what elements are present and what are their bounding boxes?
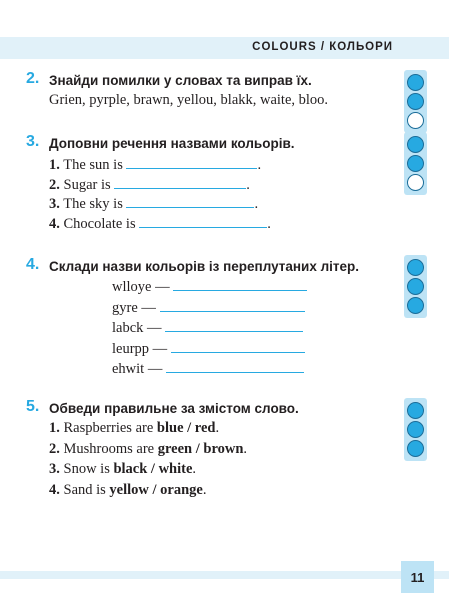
choice-sentence	[49, 420, 219, 437]
sentence-item	[49, 155, 261, 174]
empty-dot-icon	[407, 112, 424, 129]
sentence-text: The sun is	[63, 157, 123, 173]
choice-sentence	[49, 482, 206, 499]
scrambled-word: leurpp —	[112, 341, 168, 357]
sentence-text: Snow is	[63, 461, 114, 477]
item-number: 2.	[49, 441, 60, 457]
filled-dot-icon	[407, 421, 424, 438]
choice-sentence	[49, 461, 196, 478]
filled-dot-icon	[407, 93, 424, 110]
sentence-text: Sand is	[63, 482, 110, 498]
sentence-end: .	[254, 196, 259, 212]
item-number: 1.	[49, 157, 60, 173]
scrambled-word-row	[112, 277, 307, 296]
answer-blank[interactable]	[114, 175, 246, 189]
difficulty-indicator	[404, 255, 427, 318]
page-header-title: COLOURS / КОЛЬОРИ	[252, 41, 393, 53]
filled-dot-icon	[407, 155, 424, 172]
item-number: 1.	[49, 420, 60, 436]
sentence-text: Raspberries are	[63, 420, 157, 436]
sentence-end: .	[215, 420, 220, 436]
scrambled-word-row	[112, 339, 305, 358]
task-number: 3.	[26, 133, 40, 150]
filled-dot-icon	[407, 278, 424, 295]
sentence-end: .	[246, 177, 250, 193]
sentence-item	[49, 214, 271, 233]
word-choice[interactable]: black / white	[113, 461, 193, 477]
answer-blank[interactable]	[165, 318, 303, 332]
difficulty-indicator	[404, 70, 427, 133]
answer-blank[interactable]	[126, 155, 257, 169]
difficulty-indicator	[404, 132, 427, 195]
sentence-text: Mushrooms are	[63, 441, 158, 457]
sentence-end: .	[192, 461, 197, 477]
task-title: Знайди помилки у словах та виправ їх.	[49, 73, 312, 88]
task-number: 4.	[26, 256, 40, 273]
empty-dot-icon	[407, 174, 424, 191]
word-choice[interactable]: yellow / orange	[109, 482, 203, 498]
task-title: Склади назви кольорів із переплутаних літер.	[49, 259, 360, 274]
item-number: 2.	[49, 177, 60, 193]
task-title: Обведи правильне за змістом слово.	[49, 401, 299, 416]
answer-blank[interactable]	[166, 359, 304, 373]
scrambled-word-row	[112, 318, 303, 337]
filled-dot-icon	[407, 440, 424, 457]
scrambled-word-row	[112, 359, 304, 378]
scrambled-word: ehwit —	[112, 361, 163, 377]
sentence-item	[49, 175, 250, 194]
scrambled-word: gyre —	[112, 300, 156, 316]
sentence-end: .	[202, 482, 207, 498]
item-number: 3.	[49, 196, 60, 212]
item-number: 3.	[49, 461, 60, 477]
item-number: 4.	[49, 216, 60, 232]
item-number: 4.	[49, 482, 60, 498]
sentence-end: .	[267, 216, 271, 232]
scrambled-word: labck —	[112, 320, 162, 336]
sentence-text: The sky is	[63, 196, 123, 212]
sentence-item	[49, 194, 258, 213]
footer-band	[0, 571, 449, 579]
filled-dot-icon	[407, 402, 424, 419]
sentence-text: Sugar is	[63, 177, 111, 193]
difficulty-indicator	[404, 398, 427, 461]
answer-blank[interactable]	[160, 298, 305, 312]
choice-sentence	[49, 441, 247, 458]
filled-dot-icon	[407, 297, 424, 314]
word-choice[interactable]: blue / red	[156, 420, 216, 436]
task-number: 2.	[26, 70, 40, 87]
misspelled-words: Grien, pyrple, brawn, yellou, blakk, waite, bloo.	[49, 92, 329, 108]
sentence-end: .	[257, 157, 262, 173]
scrambled-word-row	[112, 298, 305, 317]
answer-blank[interactable]	[171, 339, 305, 353]
word-choice[interactable]: green / brown	[157, 441, 244, 457]
answer-blank[interactable]	[139, 214, 267, 228]
sentence-text: Chocolate is	[63, 216, 136, 232]
page-number: 11	[401, 561, 434, 593]
task-number: 5.	[26, 398, 40, 415]
sentence-end: .	[243, 441, 248, 457]
task-title: Доповни речення назвами кольорів.	[49, 136, 295, 151]
filled-dot-icon	[407, 74, 424, 91]
answer-blank[interactable]	[173, 277, 307, 291]
answer-blank[interactable]	[126, 194, 254, 208]
filled-dot-icon	[407, 136, 424, 153]
filled-dot-icon	[407, 259, 424, 276]
scrambled-word: wlloye —	[112, 279, 170, 295]
